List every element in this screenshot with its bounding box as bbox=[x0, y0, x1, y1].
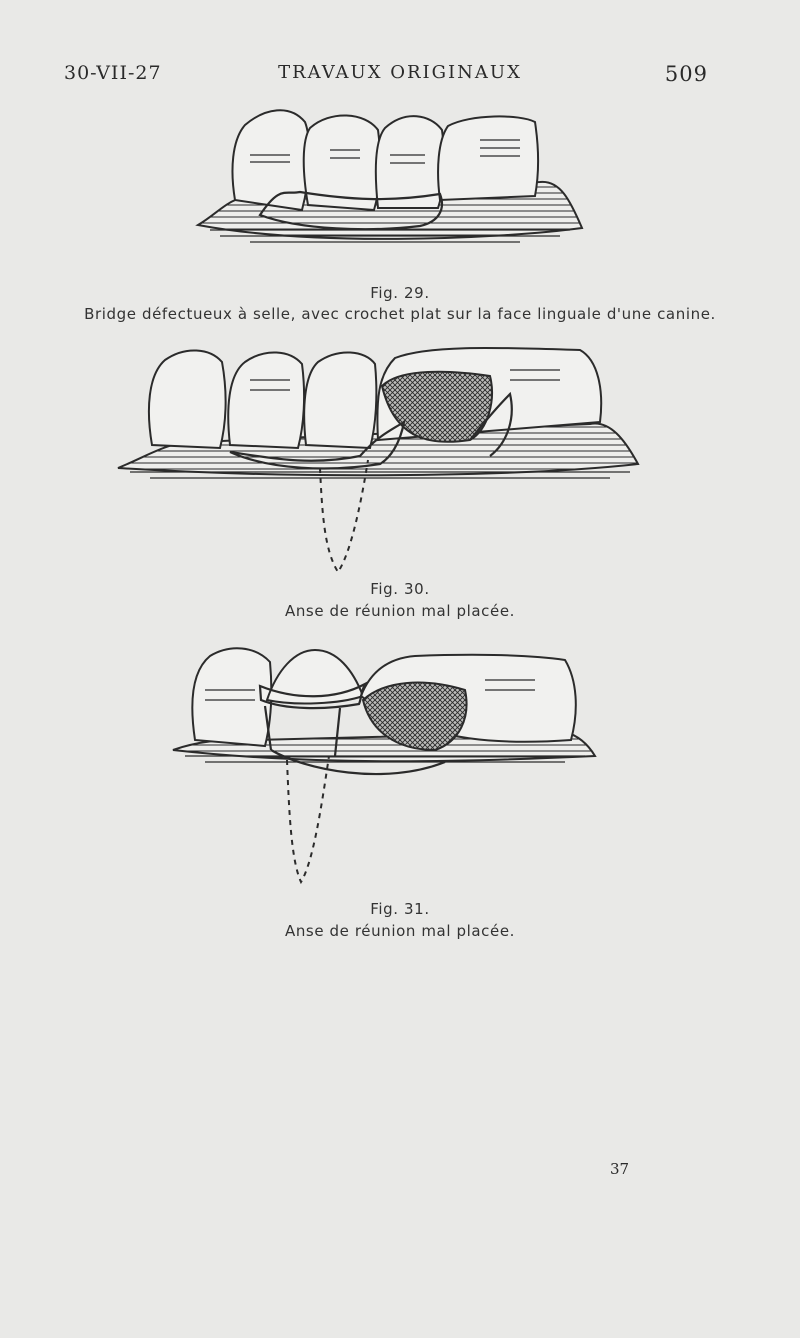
figure-29-label: Fig. 29. bbox=[370, 284, 430, 302]
page-number: 509 bbox=[664, 62, 708, 86]
figure-31-caption: Anse de réunion mal placée. bbox=[284, 922, 516, 940]
figure-30-label: Fig. 30. bbox=[370, 580, 430, 598]
figure-29-illustration bbox=[190, 100, 600, 270]
figure-31-illustration bbox=[165, 640, 605, 890]
issue-date: 30-VII-27 bbox=[64, 62, 162, 84]
figure-30-illustration bbox=[110, 340, 650, 580]
running-title: TRAVAUX ORIGINAUX bbox=[278, 62, 522, 83]
figure-30-caption: Anse de réunion mal placée. bbox=[284, 602, 516, 620]
signature-mark: 37 bbox=[610, 1160, 630, 1178]
figure-31-label: Fig. 31. bbox=[370, 900, 430, 918]
figure-29-caption: Bridge défectueux à selle, avec crochet plat sur la face linguale d'une canine. bbox=[84, 305, 716, 323]
